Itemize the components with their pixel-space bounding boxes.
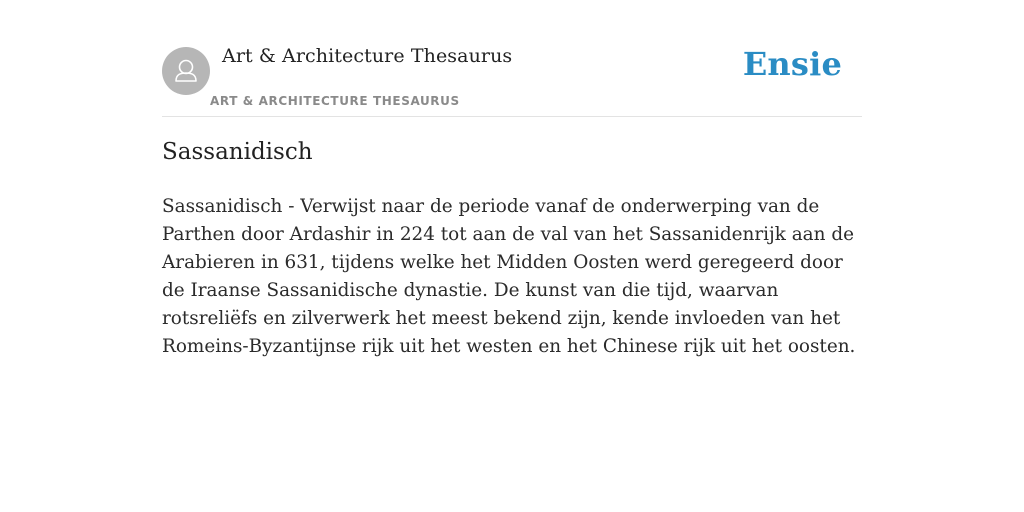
entry-term: Sassanidisch (162, 139, 313, 165)
ensie-logo[interactable]: Ensie (742, 45, 842, 83)
avatar[interactable] (162, 47, 210, 95)
entry-definition: Sassanidisch - Verwijst naar de periode vanaf de onderwerping van de Parthen door Ardashir in 224 tot aan de val van het Sassanidenrijk aan de Arabieren in 631, tijdens welke het Midden Oosten werd geregeerd door de Iraanse Sassanidische dynastie. De kunst van die tijd, waarvan rotsreliëfs en zilverwerk het meest bekend zijn, kende invloeden van het Romeins-Byzantijnse rijk uit het westen en het Chinese rijk uit het oosten. (162, 196, 856, 357)
entry-header (162, 0, 862, 117)
source-subtitle: ART & ARCHITECTURE THESAURUS (210, 94, 460, 108)
source-title[interactable]: Art & Architecture Thesaurus (222, 45, 513, 67)
user-silhouette-icon (162, 47, 210, 95)
entry-card (162, 0, 862, 357)
